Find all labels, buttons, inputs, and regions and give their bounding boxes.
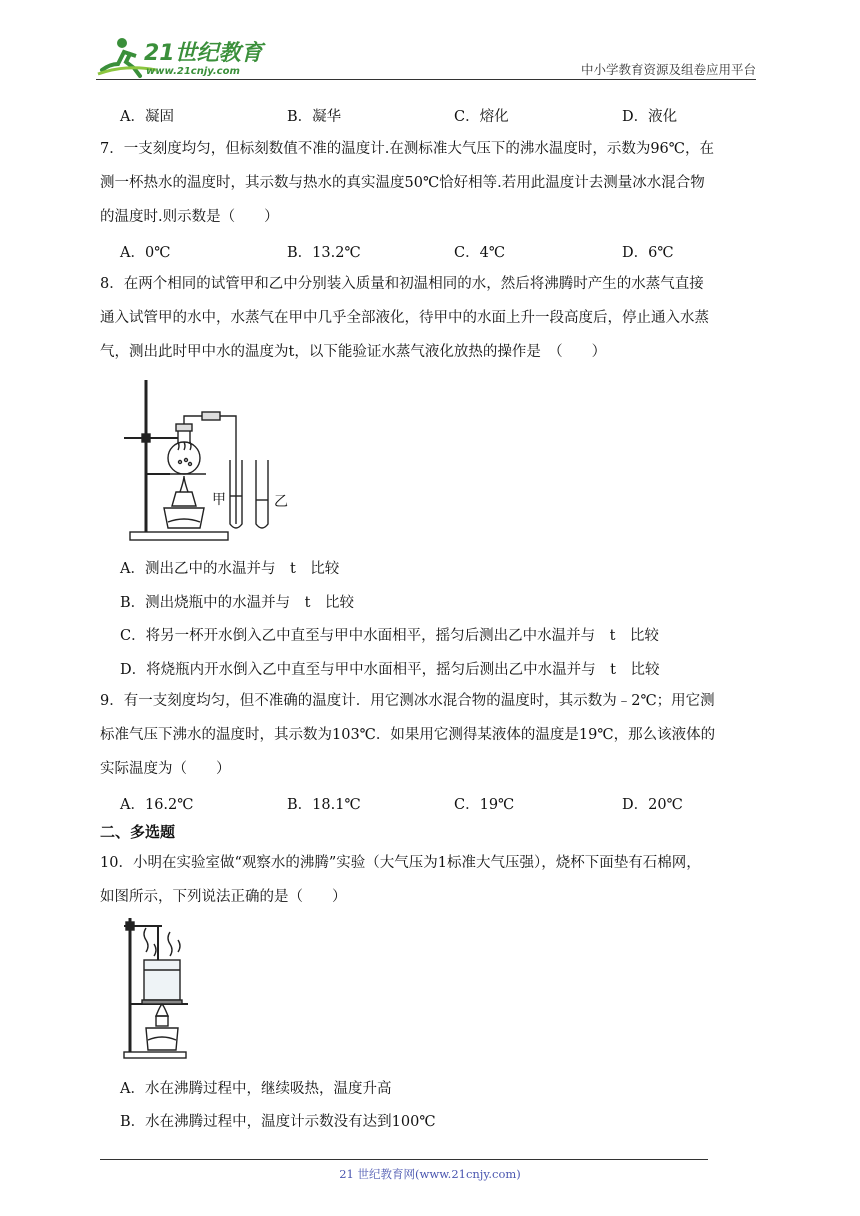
question-10 — [100, 846, 770, 914]
logo-title: 21世纪教育 — [144, 41, 263, 66]
header-divider — [96, 79, 756, 80]
question-text-line: 7．一支刻度均匀，但标刻数值不准的温度计.在测标准大气压下的沸水温度时，示数为96℃，在 — [100, 141, 715, 157]
tube-yi-label: 乙 — [274, 494, 288, 510]
question-text-line: 气，测出此时甲中水的温度为t，以下能验证水蒸气液化放热的操作是 （ ） — [100, 344, 607, 360]
question-text-line: 通入试管甲的水中，水蒸气在甲中几乎全部液化，待甲中的水面上升一段高度后，停止通入水蒸 — [100, 310, 709, 326]
option-a[interactable]: A．凝固 — [120, 109, 174, 125]
footer-divider — [100, 1159, 708, 1160]
option-a[interactable]: A．测出乙中的水温并与 t 比较 — [120, 561, 340, 577]
boiling-water-figure — [118, 912, 198, 1062]
option-b[interactable]: B．13.2℃ — [287, 245, 361, 261]
tube-jia-label: 甲 — [212, 492, 226, 508]
question-text-line: 实际温度为（ ） — [100, 761, 231, 777]
logo-url: www.21cnjy.com — [146, 66, 240, 77]
option-b[interactable]: B．水在沸腾过程中，温度计示数没有达到100℃ — [120, 1114, 436, 1130]
option-a[interactable]: A．水在沸腾过程中，继续吸热，温度升高 — [120, 1081, 392, 1097]
question-text-line: 测一杯热水的温度时，其示数与热水的真实温度50℃恰好相等.若用此温度计去测量冰水混合物 — [100, 175, 705, 191]
question-text-line: 9．有一支刻度均匀，但不准确的温度计．用它测冰水混合物的温度时，其示数为﹣2℃；用它测 — [100, 693, 715, 709]
option-b[interactable]: B．测出烧瓶中的水温并与 t 比较 — [120, 595, 354, 611]
option-a[interactable]: A．0℃ — [120, 245, 171, 261]
option-c[interactable]: C．将另一杯开水倒入乙中直至与甲中水面相平，摇匀后测出乙中水温并与 t 比较 — [120, 628, 659, 644]
option-d[interactable]: D．液化 — [622, 109, 678, 125]
question-9 — [100, 684, 770, 786]
option-d[interactable]: D．将烧瓶内开水倒入乙中直至与甲中水面相平，摇匀后测出乙中水温并与 t 比较 — [120, 662, 660, 678]
option-c[interactable]: C．19℃ — [454, 797, 515, 813]
steam-apparatus-figure — [118, 374, 298, 544]
page-header — [96, 34, 756, 80]
question-text-line: 10．小明在实验室做“观察水的沸腾”实验（大气压为1标准大气压强），烧杯下面垫有石棉网， — [100, 855, 701, 871]
option-c[interactable]: C．熔化 — [454, 109, 509, 125]
question-text-line: 8．在两个相同的试管甲和乙中分别装入质量和初温相同的水，然后将沸腾时产生的水蒸气直接 — [100, 276, 704, 292]
option-b[interactable]: B．18.1℃ — [287, 797, 361, 813]
question-text-line: 如图所示，下列说法正确的是（ ） — [100, 889, 347, 905]
question-8 — [100, 267, 770, 369]
option-d[interactable]: D．6℃ — [622, 245, 674, 261]
site-logo[interactable] — [96, 34, 266, 78]
question-7 — [100, 132, 770, 234]
runner-logo-icon — [96, 34, 266, 78]
option-b[interactable]: B．凝华 — [287, 109, 342, 125]
question-text-line: 的温度时.则示数是（ ） — [100, 209, 279, 225]
option-a[interactable]: A．16.2℃ — [120, 797, 194, 813]
footer-link[interactable]: 21 世纪教育网(www.21cnjy.com) — [339, 1167, 521, 1181]
platform-title: 中小学教育资源及组卷应用平台 — [580, 62, 756, 77]
option-c[interactable]: C．4℃ — [454, 245, 506, 261]
section-heading: 二、多选题 — [100, 823, 176, 841]
option-d[interactable]: D．20℃ — [622, 797, 683, 813]
question-text-line: 标准气压下沸水的温度时，其示数为103℃．如果用它测得某液体的温度是19℃，那么该液体的 — [100, 727, 716, 743]
